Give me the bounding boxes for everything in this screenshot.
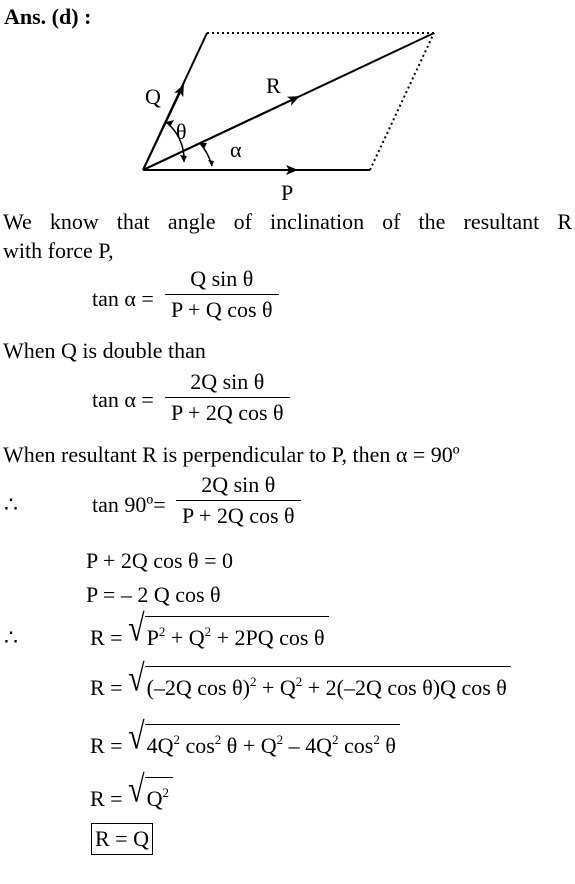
eq3-lhs: tan 90º= <box>92 492 166 517</box>
label-theta: θ <box>176 119 187 144</box>
eq2-lhs: tan α = <box>92 387 154 412</box>
dotted-right-side <box>370 33 434 170</box>
eq6-root: $R = √P^2 + Q^2 + 2PQ$ cos θ <box>90 616 329 651</box>
text-line-1: We know that angle of inclination of the resultant R <box>3 209 572 234</box>
eq4: P + 2Q cos θ = 0 <box>86 548 233 573</box>
eq8-root: $R = √4Q^2$ $\cos^2 \theta + Q^2 - 4Q^2$ $\cos^2 \theta$ <box>90 724 400 759</box>
label-p: P <box>281 180 294 205</box>
text-line-2: with force P, <box>3 238 114 263</box>
eq5: P = – 2 Q cos θ <box>86 582 221 607</box>
eq1-lhs: tan α = <box>92 286 154 311</box>
answer-heading: Ans. (d) : <box>4 4 92 29</box>
eq2-numerator: 2Q sin θ <box>190 369 265 394</box>
eq3-fraction <box>176 472 301 529</box>
label-q: Q <box>145 84 161 109</box>
text-q-double: When Q is double than <box>3 338 206 363</box>
text-perpendicular: When resultant R is perpendicular to P, then α = 90º <box>3 442 460 467</box>
eq9-root: $R = √Q^2$ <box>90 777 173 812</box>
eq1-numerator: Q sin θ <box>190 266 254 291</box>
eq2-denominator: P + 2Q cos θ <box>171 400 284 425</box>
eq7-root: R = √(–2Q $\cos \theta)^2 + Q^2 + 2(-2Q$ cos θ)Q cos θ <box>90 666 511 701</box>
eq2-fraction <box>165 369 290 426</box>
resultant-r-arrow <box>143 97 298 170</box>
label-alpha: α <box>230 137 242 162</box>
eq3-denominator: P + 2Q cos θ <box>182 503 295 528</box>
eq3-numerator: 2Q sin θ <box>201 472 276 497</box>
label-r: R <box>266 73 281 98</box>
eq1-fraction <box>165 266 279 323</box>
therefore-symbol-1: ∴ <box>4 492 18 517</box>
vector-parallelogram-diagram <box>0 0 575 210</box>
eq1-denominator: P + Q cos θ <box>171 297 273 322</box>
final-answer-box: R = Q <box>91 823 153 855</box>
therefore-symbol-2: ∴ <box>4 625 18 650</box>
